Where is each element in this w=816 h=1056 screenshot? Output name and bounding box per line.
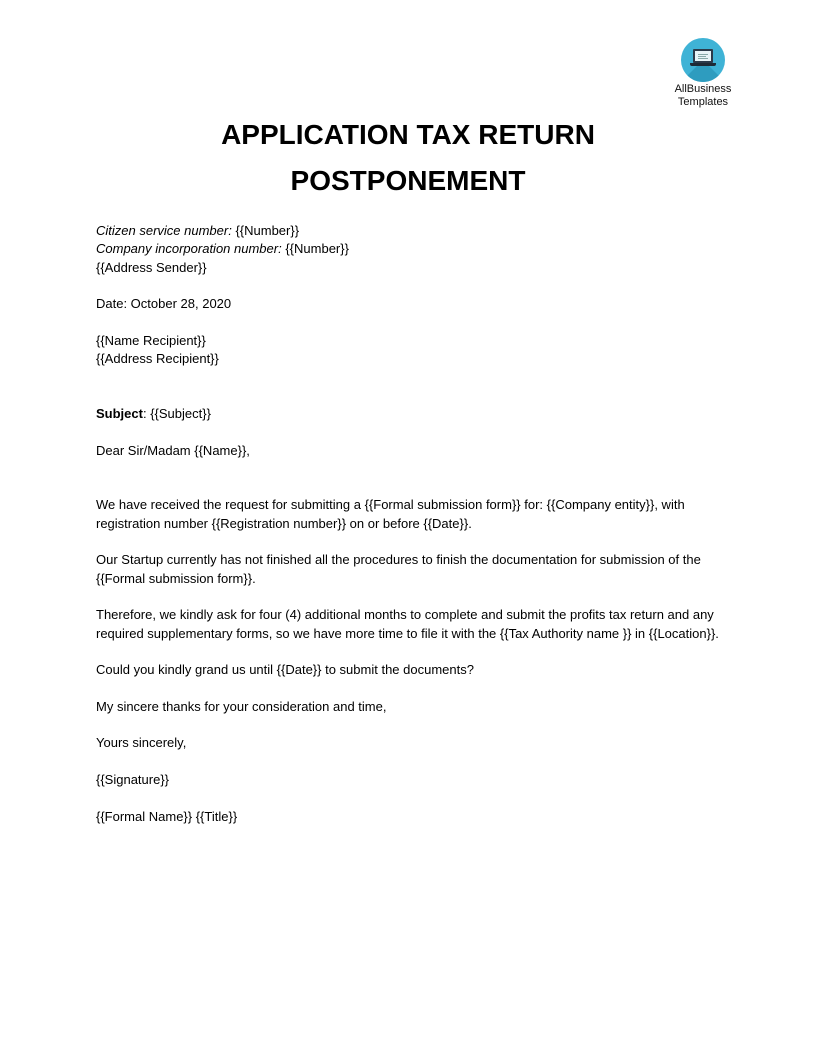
- date-line: Date: October 28, 2020: [96, 296, 232, 312]
- formal-name-title: {{Formal Name}} {{Title}}: [96, 808, 238, 824]
- title-line-1: APPLICATION TAX RETURN: [221, 119, 595, 150]
- subject-value: : {{Subject}}: [142, 405, 211, 421]
- subject-label: Subject: [96, 405, 143, 421]
- salutation: Dear Sir/Madam {{Name}},: [96, 442, 250, 458]
- paragraph-thanks: My sincere thanks for your consideration and time,: [96, 698, 387, 714]
- paragraph-extension-request: Therefore, we kindly ask for four (4) additional months to complete and submit the profits tax return and any required supplementary forms, so we have more time to file it with the {{Tax Authority name }} in {{Location}}.: [96, 607, 719, 641]
- paragraph-request-received: We have received the request for submitting a {{Formal submission form}} for: {{Company entity}}, with registration number {{Registration number}} on or before {{Date}}.: [96, 497, 685, 531]
- logo-brand-line1: AllBusiness: [674, 83, 732, 95]
- title-line-2: POSTPONEMENT: [290, 165, 526, 196]
- recipient-address: {{Address Recipient}}: [96, 351, 219, 367]
- citizen-label: Citizen service number:: [96, 223, 232, 238]
- recipient-name: {{Name Recipient}}: [96, 332, 206, 348]
- laptop-icon: [681, 38, 725, 82]
- allbusiness-templates-logo: [668, 38, 738, 108]
- document-title: [0, 112, 816, 204]
- citizen-value: {{Number}}: [231, 223, 300, 238]
- signature: {{Signature}}: [96, 771, 170, 787]
- sender-address: {{Address Sender}}: [96, 259, 207, 275]
- paragraph-grant-question: Could you kindly grand us until {{Date}} to submit the documents?: [96, 662, 474, 678]
- logo-brand-line2: Templates: [677, 96, 729, 108]
- citizen-service-number: [96, 222, 726, 240]
- subject-line: [96, 405, 726, 423]
- company-label: Company incorporation number:: [96, 241, 282, 257]
- company-value: {{Number}}: [281, 241, 349, 257]
- company-incorporation-number: [96, 240, 726, 258]
- closing: Yours sincerely,: [96, 735, 187, 751]
- paragraph-startup-status: Our Startup currently has not finished all the procedures to finish the documentation for submission of the {{Formal submission form}}.: [96, 552, 701, 586]
- letter-body: [96, 222, 726, 826]
